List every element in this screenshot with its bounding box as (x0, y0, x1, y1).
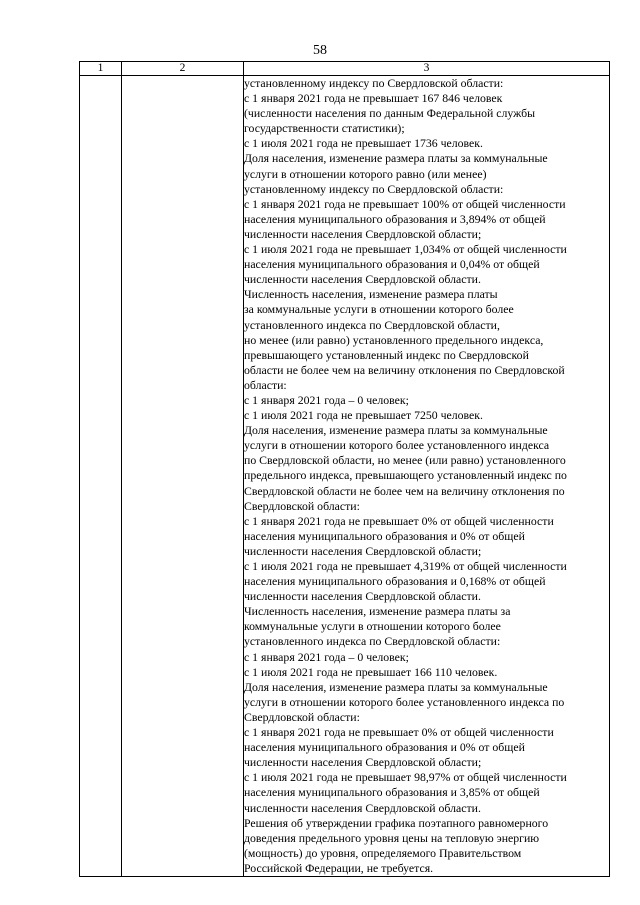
text-line: с 1 января 2021 года не превышает 100% от общей численности (244, 196, 566, 211)
text-line: Доля населения, изменение размера платы за коммунальные (244, 423, 548, 438)
text-line: населения муниципального образования и 0% от общей (244, 528, 525, 543)
text-line: Численность населения, изменение размера платы (244, 287, 498, 302)
column-header-2: 2 (122, 62, 244, 76)
text-line: с 1 июля 2021 года не превышает 4,319% от общей численности (244, 559, 567, 573)
column-header-1: 1 (80, 62, 122, 76)
text-line: численности населения Свердловской области; (244, 543, 482, 558)
text-line: Решения об утверждении графика поэтапного равномерного (244, 815, 549, 830)
text-line: численности населения Свердловской области. (244, 800, 481, 815)
text-line: с 1 июля 2021 года не превышает 1,034% от общей численности (244, 242, 567, 257)
text-line: по Свердловской области, но менее (или равно) установленного (244, 453, 566, 468)
text-line: коммунальные услуги в отношении которого более (244, 619, 501, 634)
document-table (79, 61, 610, 877)
text-line: с 1 января 2021 года не превышает 167 846 человек (244, 91, 503, 106)
table-row (80, 76, 610, 877)
text-line: Свердловской области: (244, 498, 360, 513)
text-line: установленному индексу по Свердловской области: (244, 181, 504, 196)
text-line: превышающего установленный индекс по Свердловской (244, 347, 529, 362)
text-line: области: (244, 377, 287, 392)
text-line: населения муниципального образования и 3,894% от общей (244, 211, 546, 226)
text-line: Численность населения, изменение размера платы за (244, 604, 511, 619)
text-line: (мощность) до уровня, определяемого Правительством (244, 845, 522, 860)
text-line: услуги в отношении которого равно (или менее) (244, 166, 487, 181)
text-line: с 1 января 2021 года не превышает 0% от общей численности (244, 725, 554, 740)
text-line: установленного индекса по Свердловской области, (244, 317, 500, 332)
text-line: с 1 января 2021 года – 0 человек; (244, 649, 409, 664)
text-line: численности населения Свердловской области; (244, 755, 482, 770)
text-line: Доля населения, изменение размера платы за коммунальные (244, 679, 548, 694)
text-line: с 1 января 2021 года – 0 человек; (244, 392, 409, 407)
text-line: (численности населения по данным Федеральной службы (244, 106, 536, 121)
text-line: с 1 июля 2021 года не превышает 166 110 человек. (244, 664, 498, 679)
text-line: населения муниципального образования и 0% от общей (244, 740, 525, 755)
text-line: государственности статистики); (244, 121, 405, 136)
text-line: услуги в отношении которого более установленного индекса (244, 438, 550, 453)
text-line: предельного индекса, превышающего установленный индекс по (244, 468, 567, 483)
text-line: с 1 июля 2021 года не превышает 98,97% от общей численности (244, 770, 567, 785)
text-line: населения муниципального образования и 0,04% от общей (244, 257, 540, 272)
text-line: за коммунальные услуги в отношении которого более (244, 302, 514, 317)
text-line: Доля населения, изменение размера платы за коммунальные (244, 151, 548, 166)
text-line: численности населения Свердловской области. (244, 272, 481, 287)
text-line: Российской Федерации, не требуется. (244, 860, 434, 875)
text-line: доведения предельного уровня цены на тепловую энергию (244, 830, 540, 845)
table-cell-col3 (244, 76, 610, 877)
table-cell-col1 (80, 76, 122, 877)
text-line: установленного индекса по Свердловской области: (244, 634, 501, 649)
text-line: населения муниципального образования и 3,85% от общей (244, 785, 540, 800)
text-line: но менее (или равно) установленного предельного индекса, (244, 332, 544, 347)
text-line: Свердловской области: (244, 709, 360, 724)
text-line: установленному индексу по Свердловской области: (244, 76, 504, 90)
text-line: с 1 июля 2021 года не превышает 7250 человек. (244, 408, 483, 423)
page-number: 58 (313, 43, 327, 58)
text-line: с 1 января 2021 года не превышает 0% от общей численности (244, 513, 554, 528)
table-header-row (80, 62, 610, 76)
table-cell-col2 (122, 76, 244, 877)
text-line: области не более чем на величину отклонения по Свердловской (244, 362, 565, 377)
text-line: населения муниципального образования и 0,168% от общей (244, 574, 546, 589)
text-line: численности населения Свердловской области. (244, 589, 481, 604)
text-line: численности населения Свердловской области; (244, 226, 482, 241)
text-line: услуги в отношении которого более установленного индекса по (244, 694, 565, 709)
text-line: с 1 июля 2021 года не превышает 1736 человек. (244, 136, 483, 151)
column-header-3: 3 (244, 62, 610, 76)
text-line: Свердловской области не более чем на величину отклонения по (244, 483, 565, 498)
cell-text-body (244, 76, 609, 876)
